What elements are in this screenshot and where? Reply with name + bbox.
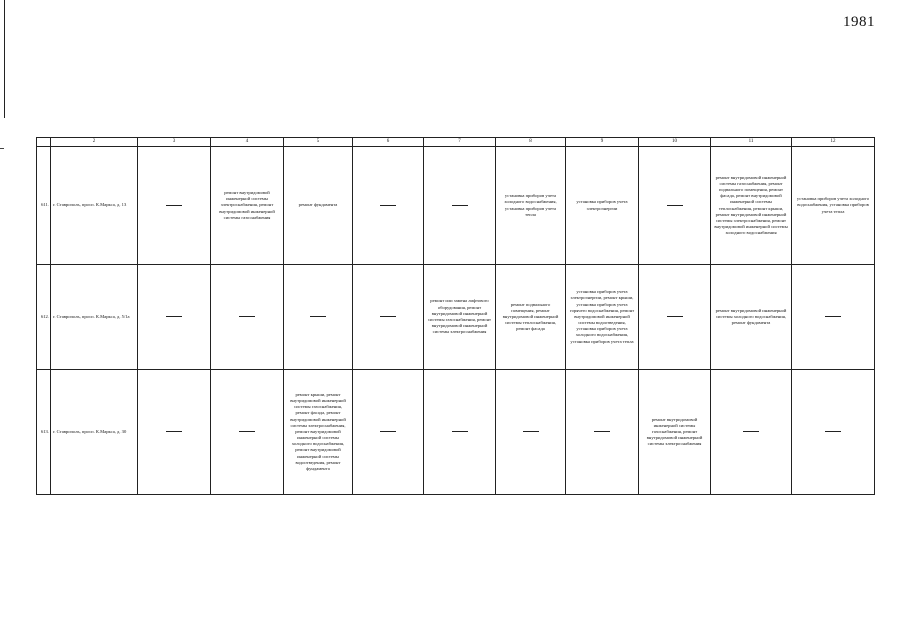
- address-cell: г. Ставрополь, просп. К.Маркса, д. 5/1а: [51, 265, 138, 370]
- column-header: 5: [284, 138, 353, 147]
- dash-mark: [166, 316, 182, 317]
- table-cell: ремонт внутридомовой инженерной системы электроснабжения, ремонт внутридомовой инженерной системы газоснабжения: [211, 147, 284, 265]
- column-header: 11: [711, 138, 792, 147]
- table-cell: [353, 147, 424, 265]
- dash-mark: [166, 205, 182, 206]
- column-header: 3: [138, 138, 211, 147]
- table-row: [37, 265, 875, 370]
- column-header: 12: [792, 138, 875, 147]
- table-cell: [353, 370, 424, 495]
- table-cell: ремонт внутридомовой инженерной системы газоснабжения, ремонт подвального помещения, ремонт фасада, ремонт внутридомовой инженерной системы теплоснабжения, ремонт крыши, ремонт внутридомовой инженерной системы электроснабжения, ремонт внутридомовой инженерной системы холодного водоснабжения: [711, 147, 792, 265]
- table-cell: установка приборов учета электроэнергии: [566, 147, 639, 265]
- dash-mark: [380, 316, 396, 317]
- table-cell: установка приборов учета холодного водоснабжения, установка приборов учета тепла: [496, 147, 566, 265]
- table-cell: [138, 370, 211, 495]
- column-header: 6: [353, 138, 424, 147]
- dash-mark: [452, 431, 468, 432]
- margin-rule: [4, 0, 5, 118]
- table-body: [37, 147, 875, 495]
- repair-plan-table: [36, 137, 875, 495]
- table-cell: ремонт фундамента: [284, 147, 353, 265]
- table-cell: [711, 370, 792, 495]
- page-number: 1981: [843, 14, 875, 30]
- column-number-row: [37, 138, 875, 147]
- dash-mark: [667, 316, 683, 317]
- table-cell: [138, 147, 211, 265]
- margin-tick: [0, 148, 4, 149]
- column-header: 4: [211, 138, 284, 147]
- table-cell: ремонт крыши, ремонт внутридомовой инженерной системы газоснабжения, ремонт фасада, ремонт внутридомовой инженерной системы электроснабжения, ремонт внутридомовой инженерной системы холодного водоснабжения, ремонт внутридомовой инженерной системы водоотведения, ремонт фундамента: [284, 370, 353, 495]
- table-cell: [353, 265, 424, 370]
- table-cell: [211, 370, 284, 495]
- column-header: 10: [639, 138, 711, 147]
- column-header: 9: [566, 138, 639, 147]
- dash-mark: [380, 431, 396, 432]
- address-cell: г. Ставрополь, просп. К.Маркса, д. 13: [51, 147, 138, 265]
- table-cell: ремонт внутридомовой инженерной системы холодного водоснабжения, ремонт фундамента: [711, 265, 792, 370]
- dash-mark: [594, 431, 610, 432]
- table-cell: [424, 370, 496, 495]
- table-cell: [496, 370, 566, 495]
- table-cell: ремонт или замена лифтового оборудования, ремонт внутридомовой инженерной системы газоснабжения, ремонт внутридомовой инженерной системы электроснабжения: [424, 265, 496, 370]
- table-cell: [211, 265, 284, 370]
- dash-mark: [239, 316, 255, 317]
- table-cell: ремонт внутридомовой инженерной системы газоснабжения, ремонт внутридомовой инженерной системы электроснабжения: [639, 370, 711, 495]
- column-header: 7: [424, 138, 496, 147]
- row-number: 611.: [37, 147, 51, 265]
- address-cell: г. Ставрополь, просп. К.Маркса, д. 30: [51, 370, 138, 495]
- dash-mark: [667, 205, 683, 206]
- row-number: 613.: [37, 370, 51, 495]
- dash-mark: [166, 431, 182, 432]
- dash-mark: [310, 316, 326, 317]
- column-header: 2: [51, 138, 138, 147]
- table-cell: [639, 265, 711, 370]
- dash-mark: [825, 431, 841, 432]
- table-cell: [566, 370, 639, 495]
- table-cell: [284, 265, 353, 370]
- table-cell: [792, 265, 875, 370]
- dash-mark: [523, 431, 539, 432]
- table-cell: установка приборов учета холодного водоснабжения, установка приборов учета тепла: [792, 147, 875, 265]
- table-row: [37, 370, 875, 495]
- column-header-blank: [37, 138, 51, 147]
- table-cell: установка приборов учета электроэнергии, ремонт крыши, установка приборов учета горячего водоснабжения, ремонт внутридомовой инженерной системы водоотведения, установка приборов учета холодного водоснабжения, установка приборов учета тепла: [566, 265, 639, 370]
- table-cell: [792, 370, 875, 495]
- table-cell: [639, 147, 711, 265]
- dash-mark: [239, 431, 255, 432]
- table-cell: [424, 147, 496, 265]
- table-cell: ремонт подвального помещения, ремонт внутридомовой инженерной системы теплоснабжения, ремонт фасада: [496, 265, 566, 370]
- row-number: 612.: [37, 265, 51, 370]
- column-header: 8: [496, 138, 566, 147]
- table-row: [37, 147, 875, 265]
- table-cell: [138, 265, 211, 370]
- dash-mark: [825, 316, 841, 317]
- dash-mark: [380, 205, 396, 206]
- dash-mark: [452, 205, 468, 206]
- dash-mark: [743, 431, 759, 432]
